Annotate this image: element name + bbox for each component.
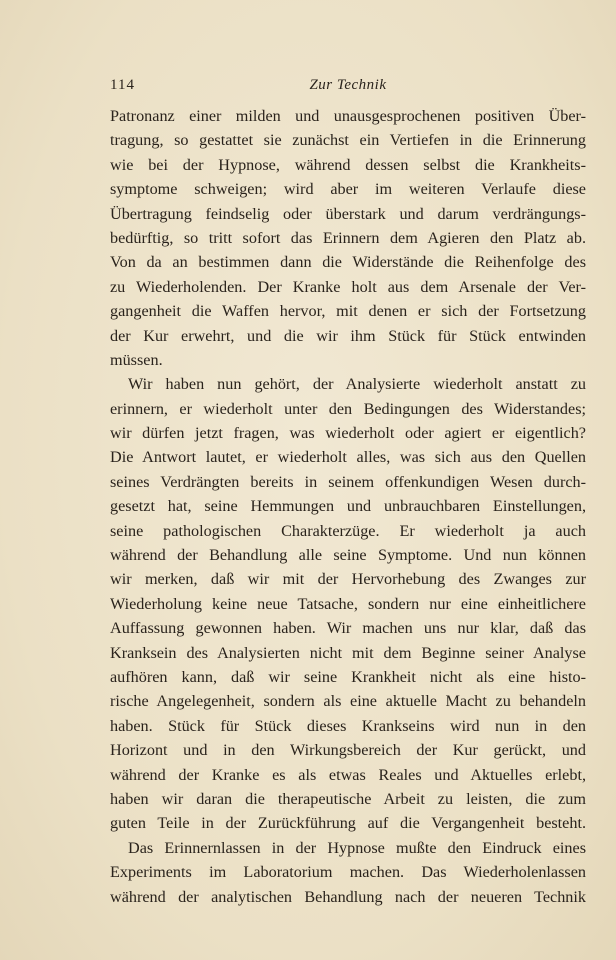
text-line: rische Angelegenheit, sondern als eine aktuelle Macht zu behandeln xyxy=(110,692,586,711)
text-line: während der Kranke es als etwas Reales und Aktuelles erlebt, xyxy=(110,765,586,784)
text-line: gesetzt hat, seine Hemmungen und unbrauchbaren Einstellungen, xyxy=(110,497,586,516)
text-line: wir merken, daß wir mit der Hervorhebung des Zwanges zur xyxy=(110,570,586,589)
text-line: Horizont und in den Wirkungsbereich der Kur gerückt, und xyxy=(110,741,586,760)
text-line: seine pathologischen Charakterzüge. Er wiederholt ja auch xyxy=(110,521,586,540)
running-title: Zur Technik xyxy=(309,77,387,93)
text-line: erinnern, er wiederholt unter den Bedingungen des Widerstandes; xyxy=(110,399,586,418)
text-line: haben wir daran die therapeutische Arbeit zu leisten, die zum xyxy=(110,789,586,808)
text-line: Übertragung feindselig oder überstark und darum verdrängungs- xyxy=(110,204,586,223)
text-line: symptome schweigen; wird aber im weiteren Verlaufe diese xyxy=(110,180,586,199)
text-line: Von da an bestimmen dann die Widerstände die Reihenfolge des xyxy=(110,253,586,272)
text-line: Kranksein des Analysierten nicht mit dem Beginne seiner Analyse xyxy=(110,643,586,662)
text-line: gangenheit die Waffen hervor, mit denen er sich der Fortsetzung xyxy=(110,302,586,321)
text-line: zu Wiederholenden. Der Kranke holt aus dem Arsenale der Ver- xyxy=(110,277,586,296)
page-header xyxy=(110,73,586,97)
text-line: während der analytischen Behandlung nach der neueren Technik xyxy=(110,887,586,906)
text-line: haben. Stück für Stück dieses Krankseins wird nun in den xyxy=(110,716,586,735)
text-line: tragung, so gestattet sie zunächst ein Vertiefen in die Erinnerung xyxy=(110,131,586,150)
text-line: Wiederholung keine neue Tatsache, sondern nur eine einheitlichere xyxy=(110,594,586,613)
text-line: Die Antwort lautet, er wiederholt alles, was sich aus den Quellen xyxy=(110,448,586,467)
text-line: wir dürfen jetzt fragen, was wiederholt oder agiert er eigentlich? xyxy=(110,424,586,443)
text-line: müssen. xyxy=(110,350,163,369)
text-line: wie bei der Hypnose, während dessen selbst die Krankheits- xyxy=(110,155,586,174)
text-line: guten Teile in der Zurückführung auf die Vergangenheit besteht. xyxy=(110,814,586,833)
text-line: Auffassung gewonnen haben. Wir machen uns nur klar, daß das xyxy=(110,619,586,638)
text-line: der Kur erwehrt, und die wir ihm Stück für Stück entwinden xyxy=(110,326,586,345)
text-line: während der Behandlung alle seine Symptome. Und nun können xyxy=(110,546,586,565)
text-line: Wir haben nun gehört, der Analysierte wiederholt anstatt zu xyxy=(128,375,586,394)
body-text xyxy=(110,104,586,909)
page-number: 114 xyxy=(110,77,135,93)
text-line: bedürftig, so tritt sofort das Erinnern dem Agieren den Platz ab. xyxy=(110,228,586,247)
text-line: seines Verdrängten bereits in seinem offenkundigen Wesen durch- xyxy=(110,472,586,491)
text-line: Experiments im Laboratorium machen. Das Wiederholenlassen xyxy=(110,863,586,882)
text-line: aufhören kann, daß wir seine Krankheit nicht als eine histo- xyxy=(110,667,586,686)
text-line: Das Erinnernlassen in der Hypnose mußte den Eindruck eines xyxy=(128,838,586,857)
text-line: Patronanz einer milden und unausgesprochenen positiven Über- xyxy=(110,107,586,125)
